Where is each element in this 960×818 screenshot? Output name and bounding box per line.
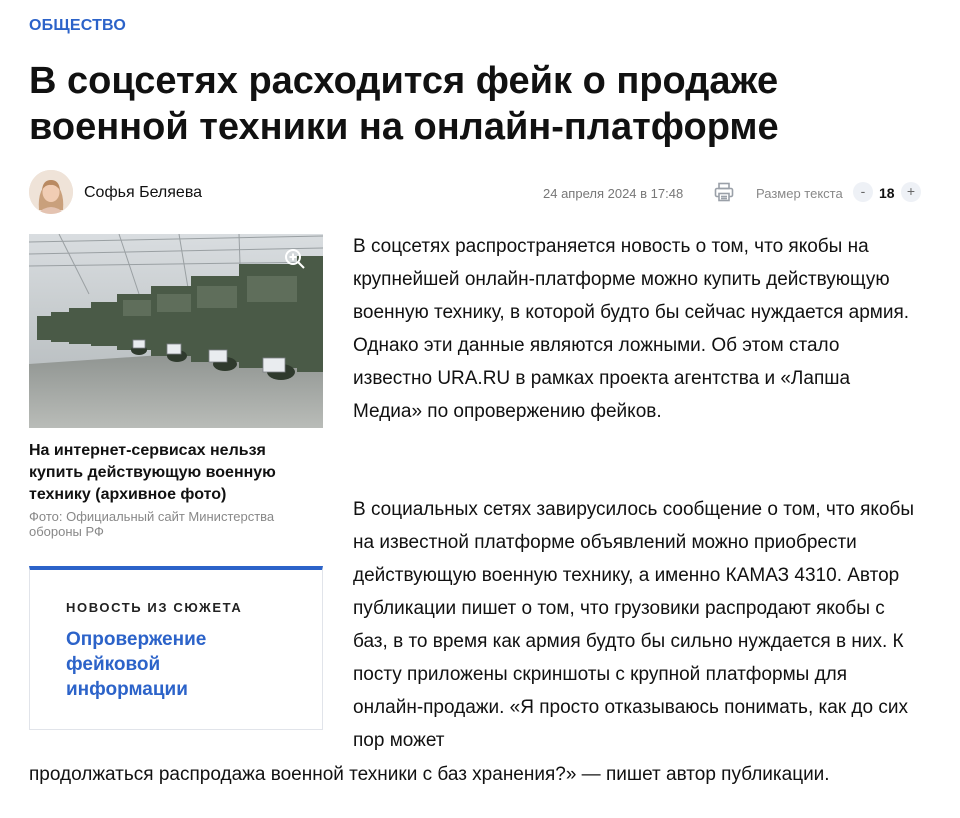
publish-date: 24 апреля 2024 в 17:48 (543, 186, 684, 201)
print-icon[interactable] (713, 181, 735, 203)
author-name[interactable]: Софья Беляева (84, 184, 203, 201)
article-meta (29, 170, 924, 216)
article-paragraph-2: В социальных сетях завирусилось сообщение о том, что якобы на известной платформе объявлений можно приобрести действующую военную технику, а именно КАМАЗ 4310. Автор публикации пишет о том, что грузовики распродают якобы с баз, в то время как армия будто бы сильно нуждается в них. К посту приложены скриншоты с крупной платформы для онлайн-продажи. «Я просто отказываюсь понимать, как до сих пор может (353, 499, 915, 751)
related-story-box (29, 566, 323, 730)
article-headline: В соцсетях расходится фейк о продаже военной техники на онлайн-платформе (29, 60, 779, 148)
article-paragraph-1: В соцсетях распространяется новость о том, что якобы на крупнейшей онлайн-платформе можно купить действующую военную технику, в которой будто бы сейчас нуждается армия. Однако эти данные являются ложными. Об этом стало известно URA.RU в рамках проекта агентства и «Лапша Медиа» по опровержению фейков. (353, 236, 910, 422)
related-story-label: НОВОСТЬ ИЗ СЮЖЕТА (66, 600, 243, 615)
photo-caption: На интернет-сервисах нельзя купить действующую военную технику (архивное фото) (29, 442, 276, 503)
text-size-increase-button[interactable]: + (901, 182, 921, 202)
author-avatar[interactable] (29, 170, 73, 214)
article-photo[interactable] (29, 234, 323, 428)
photo-credit: Фото: Официальный сайт Министерства обороны РФ (29, 509, 275, 539)
related-story-link[interactable]: Опровержение фейковой информации (66, 629, 207, 700)
zoom-in-icon[interactable] (283, 247, 307, 271)
text-size-value: 18 (879, 185, 895, 201)
text-size-decrease-button[interactable]: - (853, 182, 873, 202)
category-link[interactable]: ОБЩЕСТВО (29, 17, 127, 34)
article-paragraph-3: продолжаться распродажа военной техники с баз хранения?» — пишет автор публикации. (29, 764, 830, 785)
text-size-label: Размер текста (756, 186, 843, 201)
